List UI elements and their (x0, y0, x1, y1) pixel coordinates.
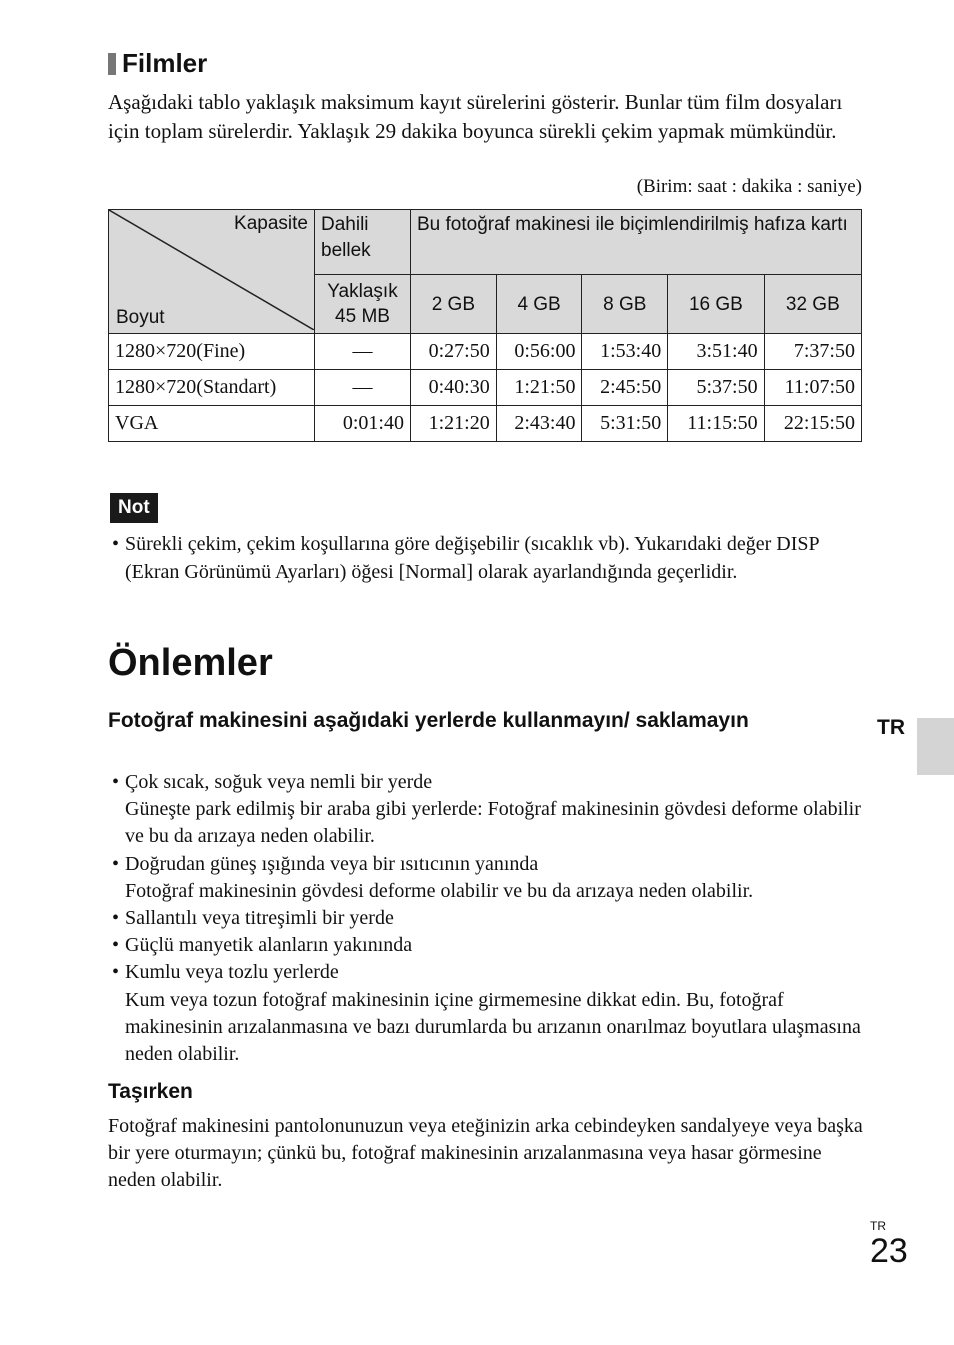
duration-cell: 1:53:40 (582, 334, 668, 370)
list-item (112, 851, 864, 905)
note-text (112, 530, 864, 586)
duration-cell: 7:37:50 (764, 334, 861, 370)
bullet-icon: • (112, 771, 120, 793)
duration-cell: 22:15:50 (764, 406, 861, 442)
section-marker-icon (108, 53, 116, 75)
duration-cell: 0:01:40 (315, 406, 411, 442)
bullet-icon: • (112, 907, 120, 930)
table-row (109, 334, 862, 370)
page-title: Önlemler (108, 642, 273, 684)
carrying-paragraph: Fotoğraf makinesini pantolonunuzun veya eteğinizin arka cebindeyken sandalyeye veya başka bir yere oturmayın; çünkü bu, fotoğraf makinesinin arızalanmasına veya hasar görmesine neden olabilir. (108, 1115, 863, 1192)
memory-card-header: Bu fotoğraf makinesi ile biçimlendirilmiş hafıza kartı (411, 210, 862, 275)
unit-note: (Birim: saat : dakika : saniye) (636, 176, 862, 197)
duration-cell: 0:40:30 (411, 370, 497, 406)
list-item-head: Doğrudan güneş ışığında veya bir ısıtıcının yanında (125, 852, 539, 875)
language-side-tab (917, 718, 954, 775)
duration-cell: 0:56:00 (496, 334, 582, 370)
duration-cell: — (315, 370, 411, 406)
precautions-subtitle: Fotoğraf makinesini aşağıdaki yerlerde kullanmayın/ saklamayın (108, 709, 749, 732)
capacity-label: Kapasite (234, 213, 308, 234)
duration-cell: 5:37:50 (668, 370, 764, 406)
internal-memory-header: Dahili bellek (315, 210, 411, 275)
bullet-icon: • (112, 961, 120, 984)
capacity-header: Yaklaşık 45 MB (315, 275, 411, 334)
list-item-detail: Fotoğraf makinesinin gövdesi deforme olabilir ve bu da arızaya neden olabilir. (125, 879, 754, 902)
carrying-heading: Taşırken (108, 1080, 193, 1103)
size-cell: VGA (109, 406, 315, 442)
bullet-icon: • (112, 533, 120, 555)
table-row (109, 370, 862, 406)
duration-cell: 3:51:40 (668, 334, 764, 370)
size-cell: 1280×720(Standart) (109, 370, 315, 406)
size-cell: 1280×720(Fine) (109, 334, 315, 370)
capacity-header: 4 GB (496, 275, 582, 334)
duration-cell: 1:21:50 (496, 370, 582, 406)
capacity-header: 16 GB (668, 275, 764, 334)
list-item-head: Çok sıcak, soğuk veya nemli bir yerde (125, 771, 433, 793)
capacity-header: 8 GB (582, 275, 668, 334)
duration-cell: 5:31:50 (582, 406, 668, 442)
list-item (112, 905, 864, 932)
duration-cell: 11:07:50 (764, 370, 861, 406)
language-tab-label: TR (877, 716, 905, 739)
list-item-detail: Güneşte park edilmiş bir araba gibi yerlerde: Fotoğraf makinesinin gövdesi deforme olabilir ve bu da arızaya neden olabilir. (125, 798, 861, 848)
list-item (112, 959, 864, 1068)
table-row (109, 406, 862, 442)
footer-language: TR (870, 1219, 886, 1233)
bullet-icon: • (112, 852, 120, 875)
duration-cell: 2:45:50 (582, 370, 668, 406)
section-heading-filmler (108, 48, 207, 79)
duration-cell: 2:43:40 (496, 406, 582, 442)
list-item-head: Kumlu veya tozlu yerlerde (125, 961, 339, 984)
note-body: Sürekli çekim, çekim koşullarına göre değişebilir (sıcaklık vb). Yukarıdaki değer DISP (Ekran Görünümü Ayarları) öğesi [Normal] olarak ayarlandığında geçerlidir. (125, 533, 819, 583)
bullet-icon: • (112, 934, 120, 957)
intro-paragraph: Aşağıdaki tablo yaklaşık maksimum kayıt sürelerini gösterir. Bunlar tüm film dosyaları için toplam sürelerdir. Yaklaşık 29 dakika boyunca sürekli çekim yapmak mümkündür. (108, 90, 843, 143)
precautions-list (112, 769, 864, 1068)
section-title: Filmler (122, 48, 208, 78)
note-badge: Not (110, 493, 158, 523)
duration-cell: 0:27:50 (411, 334, 497, 370)
list-item-head: Güçlü manyetik alanların yakınında (125, 934, 413, 957)
capacity-header: 2 GB (411, 275, 497, 334)
recording-time-table (108, 209, 862, 442)
list-item (112, 932, 864, 959)
duration-cell: — (315, 334, 411, 370)
list-item-detail: Kum veya tozun fotoğraf makinesinin içine girmemesine dikkat edin. Bu, fotoğraf makinesinin arızalanmasına ve bazı durumlarda bu arızanın onarılmaz boyutlara ulaşmasına neden olabilir. (125, 988, 861, 1066)
size-label: Boyut (116, 307, 165, 328)
capacity-header: 32 GB (764, 275, 861, 334)
page-number: 23 (870, 1232, 908, 1270)
list-item (112, 769, 864, 851)
duration-cell: 11:15:50 (668, 406, 764, 442)
list-item-head: Sallantılı veya titreşimli bir yerde (125, 907, 394, 930)
duration-cell: 1:21:20 (411, 406, 497, 442)
diagonal-header-cell (109, 210, 315, 334)
